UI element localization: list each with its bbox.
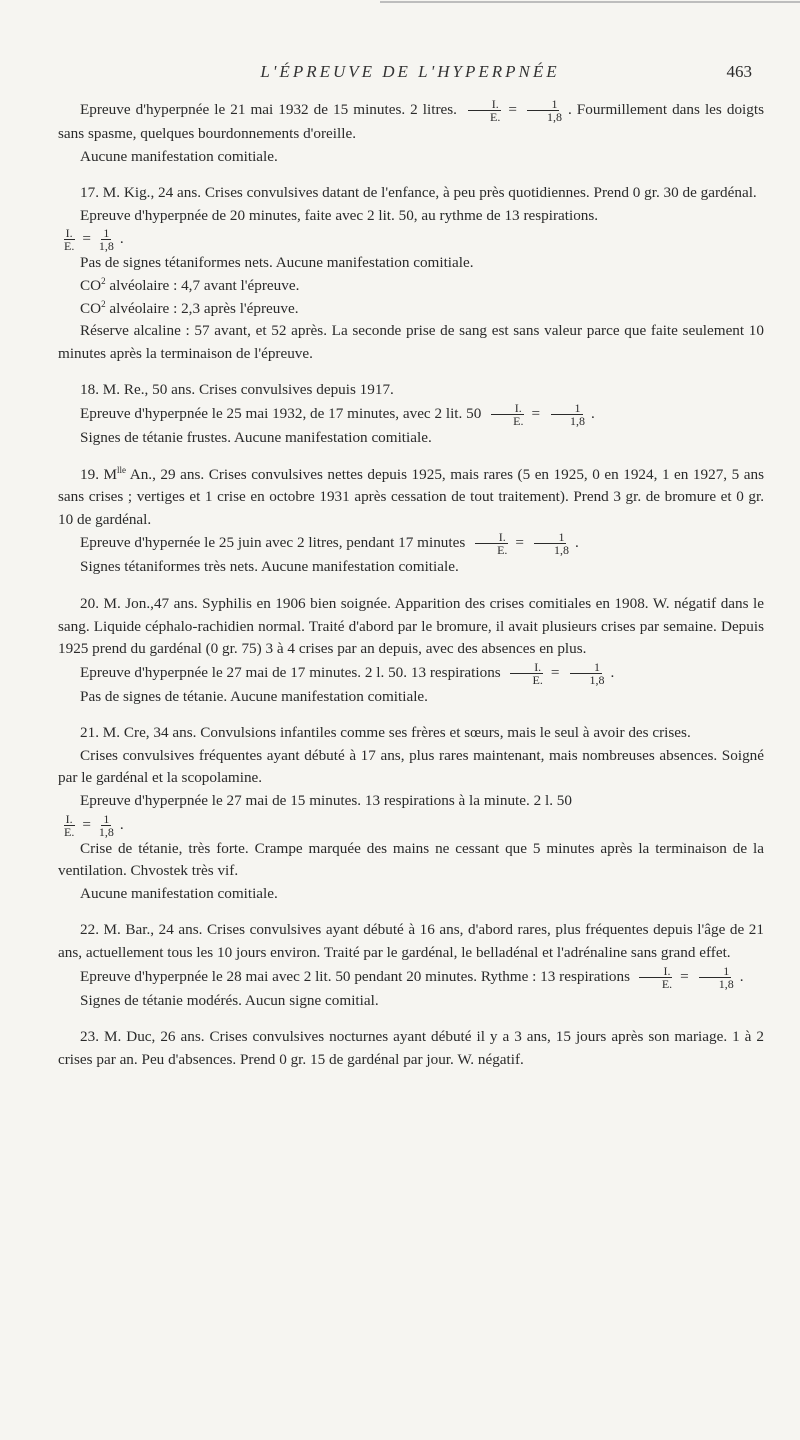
case-21: 21. M. Cre, 34 ans. Convulsions infantiles comme ses frères et sœurs, mais le seul à avoir des crises.	[80, 724, 691, 742]
fraction-ie: $\frac{I.}{E.}$	[473, 531, 509, 556]
fraction-value: $\frac{1}{1,8}$	[565, 661, 606, 686]
running-title: L'ÉPREUVE DE L'HYPERPNÉE	[260, 62, 560, 81]
case-19-test: Epreuve d'hypernée le 25 juin avec 2 litres, pendant 17 minutes $\frac{I.}{E.}$ = $\frac{1}{1,8}$ .	[80, 530, 579, 558]
case-21-history: Crises convulsives fréquentes ayant débuté à 17 ans, plus rares maintenant, mais nombreuses absences. Soigné par le gardénal et la scopolamine.	[58, 746, 764, 787]
case-18: 18. M. Re., 50 ans. Crises convulsives depuis 1917.	[80, 381, 394, 399]
fraction-value: $\frac{1}{1,8}$	[98, 811, 114, 839]
fraction-value: $\frac{1}{1,8}$	[546, 402, 587, 427]
fraction-ie: $\frac{I.}{E.}$	[489, 402, 525, 427]
paragraph-line: Aucune manifestation comitiale.	[80, 147, 278, 165]
fraction-value: $\frac{1}{1,8}$	[530, 531, 571, 556]
fraction-value: $\frac{1}{1,8}$	[523, 98, 564, 123]
case-17-reserve: Réserve alcaline : 57 avant, et 52 après. La seconde prise de sang est sans valeur parce que faite seulement 10 minutes après la terminaison de l'épreuve.	[58, 322, 764, 362]
fraction-ie: $\frac{I.}{E.}$	[509, 661, 545, 686]
fraction-ie: $\frac{I.}{E.}$	[466, 98, 502, 123]
case-21-comitial: Aucune manifestation comitiale.	[80, 884, 278, 902]
fraction-ie: $\frac{I.}{E.}$	[64, 811, 75, 839]
case-17-test: Epreuve d'hyperpnée de 20 minutes, faite avec 2 lit. 50, au rythme de 13 respirations.	[80, 206, 599, 224]
fraction-ie: $\frac{I.}{E.}$	[64, 226, 75, 254]
case-17-ratio: $\frac{I.}{E.}$ = $\frac{1}{1,8}$ .	[64, 226, 124, 254]
case-17-co2-before: $CO^2$ alvéolaire : 4,7 avant l'épreuve.	[80, 275, 300, 294]
case-18-signs: Signes de tétanie frustes. Aucune manifestation comitiale.	[80, 428, 432, 446]
case-17: 17. M. Kig., 24 ans. Crises convulsives datant de l'enfance, à peu près quotidiennes. Prend 0 gr. 30 de gardénal.	[80, 184, 757, 202]
page-number: 463	[726, 62, 752, 81]
case-20-test: Epreuve d'hyperpnée le 27 mai de 17 minutes. 2 l. 50. 13 respirations $\frac{I.}{E.}$ = $\frac{1}{1,8}$ .	[80, 659, 615, 687]
case-22-test: Epreuve d'hyperpnée le 28 mai avec 2 lit. 50 pendant 20 minutes. Rythme : 13 respirations $\frac{I.}{E.}$ = $\frac{1}{1,8}$ .	[80, 963, 744, 991]
case-22-signs: Signes de tétanie modérés. Aucun signe comitial.	[80, 991, 379, 1009]
fraction-value: $\frac{1}{1,8}$	[695, 965, 736, 990]
case-20: 20. M. Jon.,47 ans. Syphilis en 1906 bien soignée. Apparition des crises comitiales en 1908. W. négatif dans le sang. Liquide céphalo-rachidien normal. Traité d'abord par le bromure, il avait plusieurs crises par semaine. Depuis 1925 prend du gardénal (0 gr. 75) 3 à 4 crises par an depuis, avec des absences en plus.	[58, 594, 764, 658]
case-21-test: Epreuve d'hyperpnée le 27 mai de 15 minutes. 13 respirations à la minute. 2 l. 50	[80, 792, 572, 810]
case-21-signs: Crise de tétanie, très forte. Crampe marquée des mains ne cessant que 5 minutes après la terminaison de la ventilation. Chvostek très vif.	[58, 839, 764, 880]
case-23: 23. M. Duc, 26 ans. Crises convulsives nocturnes ayant débuté il y a 3 ans, 15 jours après son mariage. 1 à 2 crises par an. Peu d'absences. Prend 0 gr. 15 de gardénal par jour. W. négatif.	[58, 1028, 764, 1068]
top-rule	[380, 1, 800, 3]
page-body	[58, 98, 764, 1071]
case-20-signs: Pas de signes de tétanie. Aucune manifestation comitiale.	[80, 687, 428, 705]
paragraph-16-end: Epreuve d'hyperpnée le 21 mai 1932 de 15 minutes. 2 litres. $\frac{I.}{E.}$ = $\frac{1}{1,8}$ . Fourmillement dans les doigts sans spasme, quelques bourdonnements d'oreille.	[58, 97, 764, 142]
case-17-signs: Pas de signes tétaniformes nets. Aucune manifestation comitiale.	[80, 254, 474, 272]
case-17-co2-after: $CO^2$ alvéolaire : 2,3 après l'épreuve.	[80, 298, 299, 317]
page-header	[60, 62, 760, 88]
fraction-value: $\frac{1}{1,8}$	[98, 226, 114, 254]
fraction-ie: $\frac{I.}{E.}$	[638, 965, 674, 990]
case-18-test: Epreuve d'hyperpnée le 25 mai 1932, de 17 minutes, avec 2 lit. 50 $\frac{I.}{E.}$ = $\frac{1}{1,8}$ .	[80, 400, 595, 428]
case-21-ratio: $\frac{I.}{E.}$ = $\frac{1}{1,8}$ .	[64, 811, 124, 839]
case-19-signs: Signes tétaniformes très nets. Aucune manifestation comitiale.	[80, 558, 459, 576]
case-19: 19. $M^{lle}$ An., 29 ans. Crises convulsives nettes depuis 1925, mais rares (5 en 1925, 0 en 1924, 1 en 1927, 5 ans sans crises ; vertiges et 1 crise en octobre 1931 après cessation de tout traitement). Prend 3 gr. de bromure et 0 gr. 10 de gardénal.	[58, 464, 764, 528]
case-22: 22. M. Bar., 24 ans. Crises convulsives ayant débuté à 16 ans, d'abord rares, plus fréquentes depuis l'âge de 21 ans, actuellement tous les 10 jours environ. Traité par le gardénal, le belladénal et l'adrénaline sans grand effet.	[58, 921, 764, 962]
